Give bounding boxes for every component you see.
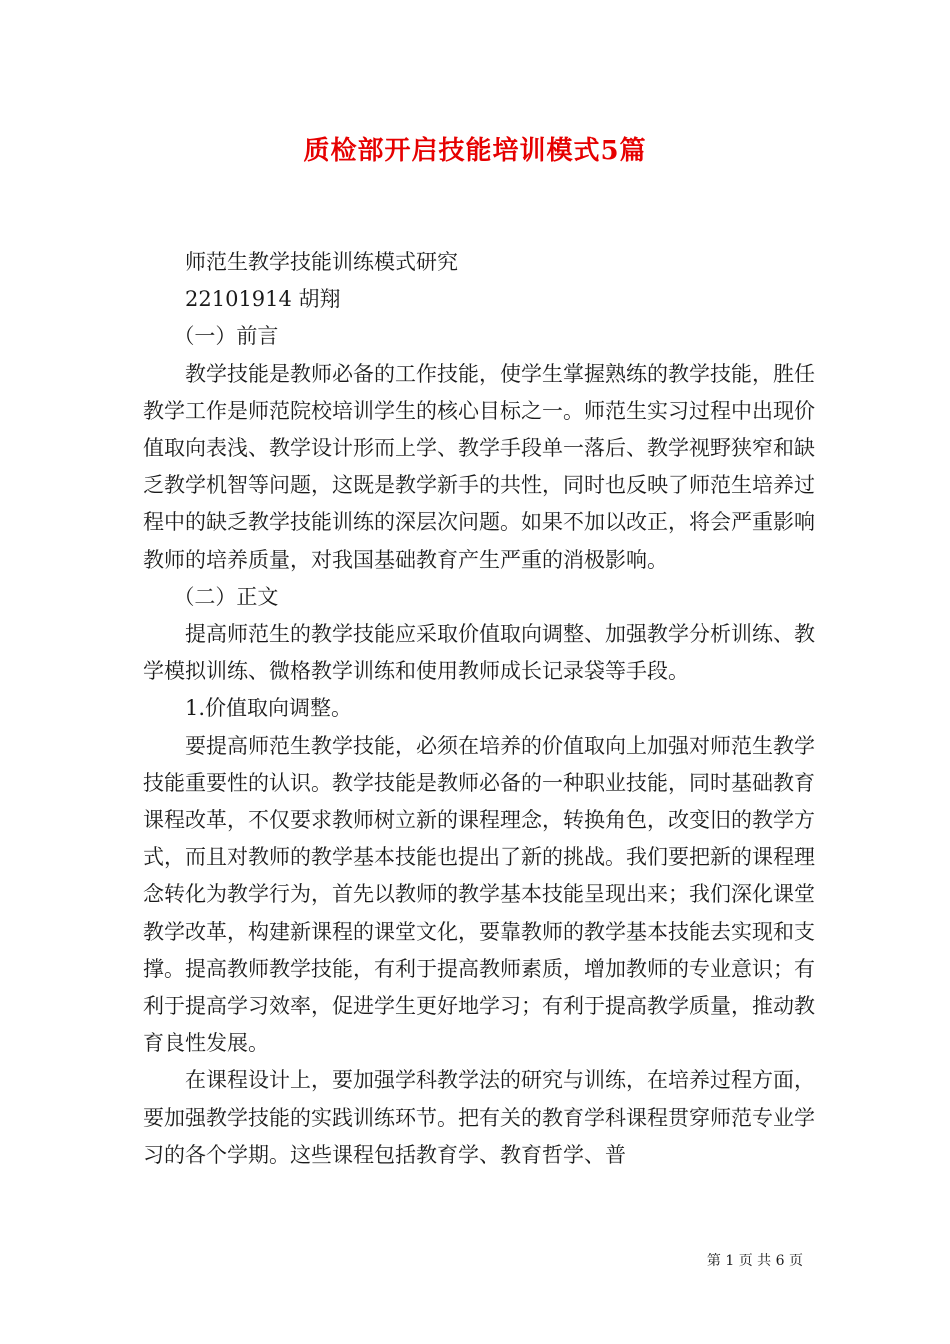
heading-preface: （一）前言 <box>173 324 279 349</box>
paragraph-author: 22101914 胡翔 <box>185 287 341 312</box>
document-title: 质检部开启技能培训模式5篇 <box>303 136 647 166</box>
paragraph-preface-body: 教学技能是教师必备的工作技能，使学生掌握熟练的教学技能，胜任教学工作是师范院校培训学生的核心目标之一。师范生实习过程中出现价值取向表浅、教学设计形而上学、教学手段单一落后、教学视野狭窄和缺乏教学机智等问题，这既是教学新手的共性，同时也反映了师范生培养过程中的缺乏教学技能训练的深层次问题。如果不加以改正，将会严重影响教师的培养质量，对我国基础教育产生严重的消极影响。 <box>143 361 815 572</box>
paragraph-subtitle: 师范生教学技能训练模式研究 <box>185 250 458 274</box>
document-body <box>143 244 815 1174</box>
paragraph-main-intro: 提高师范生的教学技能应采取价值取向调整、加强教学分析训练、教学模拟训练、微格教学训练和使用教师成长记录袋等手段。 <box>143 622 815 684</box>
paragraph-value-orientation: 要提高师范生教学技能，必须在培养的价值取向上加强对师范生教学技能重要性的认识。教学技能是教师必备的一种职业技能，同时基础教育课程改革，不仅要求教师树立新的课程理念，转换角色，改变旧的教学方式，而且对教师的教学基本技能也提出了新的挑战。我们要把新的课程理念转化为教学行为，首先以教师的教学基本技能呈现出来；我们深化课堂教学改革，构建新课程的课堂文化，要靠教师的教学基本技能去实现和支撑。提高教师教学技能，有利于提高教师素质，增加教师的专业意识；有利于提高学习效率，促进学生更好地学习；有利于提高教学质量，推动教育良性发展。 <box>143 733 815 1056</box>
heading-main-text: （二）正文 <box>173 584 279 609</box>
heading-value-orientation: 1.价值取向调整。 <box>185 696 353 721</box>
paragraph-course-design: 在课程设计上，要加强学科教学法的研究与训练，在培养过程方面，要加强教学技能的实践训练环节。把有关的教育学科课程贯穿师范专业学习的各个学期。这些课程包括教育学、教育哲学、普 <box>143 1068 815 1167</box>
page-number-footer: 第 1 页 共 6 页 <box>706 1253 803 1269</box>
